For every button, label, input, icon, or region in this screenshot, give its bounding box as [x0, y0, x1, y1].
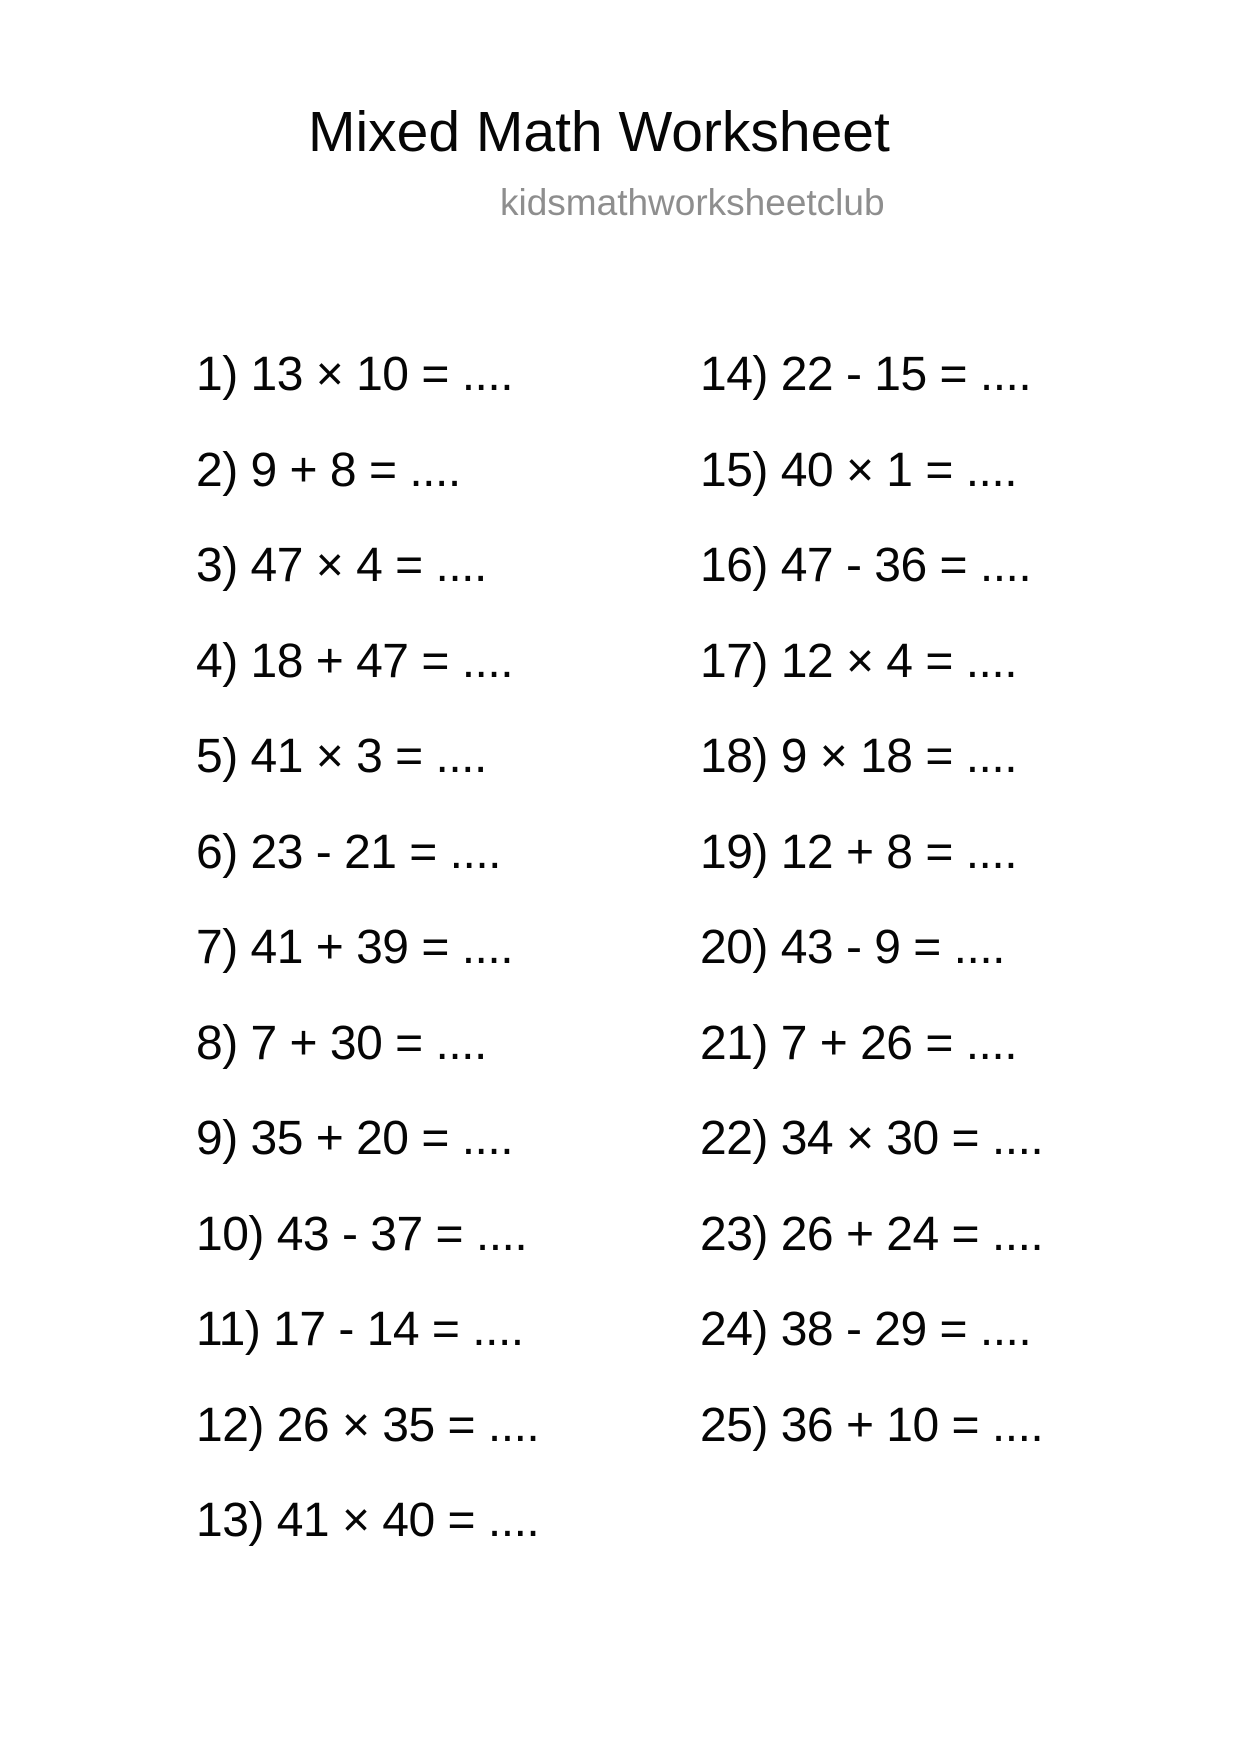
problem-16: 16) 47 - 36 = ....	[700, 539, 1032, 592]
problem-7: 7) 41 + 39 = ....	[196, 921, 514, 974]
problem-1: 1) 13 × 10 = ....	[196, 348, 514, 401]
problem-4: 4) 18 + 47 = ....	[196, 634, 514, 688]
problem-23: 23) 26 + 24 = ....	[700, 1207, 1044, 1261]
problem-18: 18) 9 × 18 = ....	[700, 730, 1018, 783]
problem-6: 6) 23 - 21 = ....	[196, 825, 501, 879]
problem-21: 21) 7 + 26 = ....	[700, 1016, 1018, 1070]
problem-24: 24) 38 - 29 = ....	[700, 1303, 1032, 1356]
problem-17: 17) 12 × 4 = ....	[700, 634, 1018, 688]
problem-2: 2) 9 + 8 = ....	[196, 443, 461, 497]
problem-15: 15) 40 × 1 = ....	[700, 443, 1018, 497]
problem-11: 11) 17 - 14 = ....	[196, 1303, 524, 1356]
problem-20: 20) 43 - 9 = ....	[700, 921, 1005, 974]
problems-column-right	[700, 327, 1043, 1473]
problem-8: 8) 7 + 30 = ....	[196, 1016, 487, 1070]
problem-25: 25) 36 + 10 = ....	[700, 1398, 1044, 1452]
problem-9: 9) 35 + 20 = ....	[196, 1112, 514, 1165]
problems-column-left	[196, 327, 539, 1569]
problem-14: 14) 22 - 15 = ....	[700, 348, 1032, 401]
problem-3: 3) 47 × 4 = ....	[196, 539, 487, 592]
worksheet-title: Mixed Math Worksheet	[308, 100, 890, 164]
problem-12: 12) 26 × 35 = ....	[196, 1398, 540, 1452]
problem-10: 10) 43 - 37 = ....	[196, 1207, 528, 1261]
problem-13: 13) 41 × 40 = ....	[196, 1494, 540, 1547]
brand-subtitle: kidsmathworksheetclub	[500, 182, 885, 223]
problem-19: 19) 12 + 8 = ....	[700, 825, 1018, 879]
problem-5: 5) 41 × 3 = ....	[196, 730, 487, 783]
problem-22: 22) 34 × 30 = ....	[700, 1112, 1044, 1165]
